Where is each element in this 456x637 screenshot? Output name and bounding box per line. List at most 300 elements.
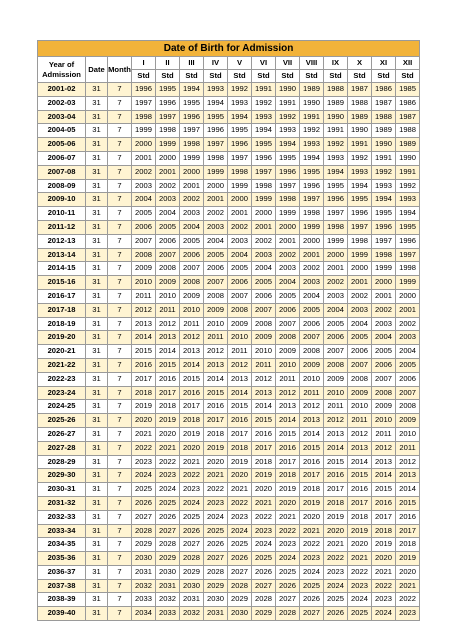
birth-year-cell: 2011: [372, 427, 396, 441]
date-cell: 31: [86, 400, 108, 414]
birth-year-cell: 1993: [204, 83, 228, 97]
table-row: [38, 193, 420, 207]
column-subheader-std: Std: [372, 70, 396, 83]
birth-year-cell: 2017: [228, 427, 252, 441]
month-cell: 7: [108, 483, 132, 497]
birth-year-cell: 2015: [300, 441, 324, 455]
admission-year-cell: 2030-31: [38, 483, 86, 497]
birth-year-cell: 2012: [228, 358, 252, 372]
birth-year-cell: 2010: [324, 386, 348, 400]
birth-year-cell: 1990: [324, 110, 348, 124]
date-cell: 31: [86, 414, 108, 428]
birth-year-cell: 2028: [228, 579, 252, 593]
birth-year-cell: 2023: [252, 524, 276, 538]
birth-year-cell: 2021: [204, 469, 228, 483]
birth-year-cell: 1999: [180, 151, 204, 165]
birth-year-cell: 2003: [228, 234, 252, 248]
birth-year-cell: 1999: [324, 234, 348, 248]
birth-year-cell: 2020: [300, 510, 324, 524]
birth-year-cell: 2002: [228, 220, 252, 234]
birth-year-cell: 2008: [156, 262, 180, 276]
birth-year-cell: 2023: [396, 607, 420, 621]
date-cell: 31: [86, 96, 108, 110]
birth-year-cell: 2018: [396, 538, 420, 552]
month-cell: 7: [108, 83, 132, 97]
birth-year-cell: 1989: [396, 138, 420, 152]
column-header-standard: IV: [204, 57, 228, 70]
table-row: [38, 220, 420, 234]
birth-year-cell: 2030: [204, 593, 228, 607]
table-row: [38, 83, 420, 97]
column-header-standard: V: [228, 57, 252, 70]
birth-year-cell: 2027: [204, 552, 228, 566]
birth-year-cell: 2016: [252, 427, 276, 441]
date-cell: 31: [86, 110, 108, 124]
birth-year-cell: 2020: [180, 441, 204, 455]
birth-year-cell: 2026: [180, 524, 204, 538]
birth-year-cell: 1997: [324, 207, 348, 221]
birth-year-cell: 2013: [228, 372, 252, 386]
birth-year-cell: 2024: [372, 607, 396, 621]
birth-year-cell: 1995: [156, 83, 180, 97]
birth-year-cell: 2026: [324, 607, 348, 621]
table-row: [38, 138, 420, 152]
birth-year-cell: 2005: [348, 331, 372, 345]
admission-year-cell: 2035-36: [38, 552, 86, 566]
birth-year-cell: 2000: [276, 220, 300, 234]
birth-year-cell: 2010: [252, 345, 276, 359]
birth-year-cell: 2033: [132, 593, 156, 607]
birth-year-cell: 2016: [348, 483, 372, 497]
birth-year-cell: 2029: [180, 565, 204, 579]
birth-year-cell: 1999: [156, 138, 180, 152]
birth-year-cell: 1990: [348, 124, 372, 138]
birth-year-cell: 2009: [252, 331, 276, 345]
birth-year-cell: 2013: [156, 331, 180, 345]
birth-year-cell: 1994: [276, 138, 300, 152]
birth-year-cell: 2004: [132, 193, 156, 207]
birth-year-cell: 2022: [252, 510, 276, 524]
birth-year-cell: 1998: [180, 138, 204, 152]
birth-year-cell: 2023: [228, 510, 252, 524]
birth-year-cell: 2011: [300, 386, 324, 400]
birth-year-cell: 2008: [252, 317, 276, 331]
birth-year-cell: 1995: [204, 110, 228, 124]
admission-year-cell: 2006-07: [38, 151, 86, 165]
birth-year-cell: 2013: [348, 441, 372, 455]
birth-year-cell: 2006: [228, 276, 252, 290]
birth-year-cell: 2018: [132, 386, 156, 400]
birth-year-cell: 1997: [372, 234, 396, 248]
birth-year-cell: 2000: [204, 179, 228, 193]
birth-year-cell: 1993: [228, 96, 252, 110]
month-cell: 7: [108, 372, 132, 386]
birth-year-cell: 2015: [348, 469, 372, 483]
birth-year-cell: 2001: [204, 193, 228, 207]
admission-year-cell: 2004-05: [38, 124, 86, 138]
birth-year-cell: 2018: [372, 524, 396, 538]
birth-year-cell: 2030: [180, 579, 204, 593]
birth-year-cell: 2019: [132, 400, 156, 414]
birth-year-cell: 1989: [324, 96, 348, 110]
birth-year-cell: 2018: [348, 510, 372, 524]
column-subheader-std: Std: [300, 70, 324, 83]
birth-year-cell: 1989: [300, 83, 324, 97]
birth-year-cell: 2004: [372, 331, 396, 345]
month-cell: 7: [108, 331, 132, 345]
birth-year-cell: 2019: [156, 414, 180, 428]
birth-year-cell: 2023: [324, 565, 348, 579]
birth-year-cell: 2001: [180, 179, 204, 193]
table-title: Date of Birth for Admission: [38, 41, 420, 57]
birth-year-cell: 2005: [324, 317, 348, 331]
month-cell: 7: [108, 441, 132, 455]
birth-year-cell: 2022: [300, 538, 324, 552]
admission-year-cell: 2009-10: [38, 193, 86, 207]
birth-year-cell: 2004: [300, 289, 324, 303]
admission-year-cell: 2031-32: [38, 496, 86, 510]
birth-year-cell: 2013: [300, 414, 324, 428]
month-cell: 7: [108, 552, 132, 566]
birth-year-cell: 2014: [204, 372, 228, 386]
birth-year-cell: 1999: [276, 207, 300, 221]
admission-year-cell: 2002-03: [38, 96, 86, 110]
birth-year-cell: 2000: [348, 262, 372, 276]
admission-year-cell: 2034-35: [38, 538, 86, 552]
birth-year-cell: 2019: [324, 510, 348, 524]
date-cell: 31: [86, 469, 108, 483]
birth-year-cell: 2011: [204, 331, 228, 345]
birth-year-cell: 2024: [228, 524, 252, 538]
table-row: [38, 262, 420, 276]
table-row: [38, 524, 420, 538]
column-subheader-std: Std: [276, 70, 300, 83]
birth-year-cell: 1991: [396, 165, 420, 179]
birth-year-cell: 2013: [180, 345, 204, 359]
birth-year-cell: 2002: [204, 207, 228, 221]
table-row: [38, 579, 420, 593]
birth-year-cell: 2012: [348, 427, 372, 441]
table-row: [38, 165, 420, 179]
birth-year-cell: 2020: [228, 469, 252, 483]
birth-year-cell: 2011: [396, 441, 420, 455]
table-row: [38, 303, 420, 317]
birth-year-cell: 2017: [132, 372, 156, 386]
column-header-standard: X: [348, 57, 372, 70]
birth-year-cell: 1990: [396, 151, 420, 165]
birth-year-cell: 1997: [300, 193, 324, 207]
birth-year-cell: 2022: [372, 579, 396, 593]
birth-year-cell: 2030: [228, 607, 252, 621]
birth-year-cell: 2028: [276, 607, 300, 621]
date-cell: 31: [86, 276, 108, 290]
birth-year-cell: 2021: [276, 510, 300, 524]
birth-year-cell: 2029: [204, 579, 228, 593]
birth-year-cell: 1992: [396, 179, 420, 193]
birth-year-cell: 2012: [372, 441, 396, 455]
birth-year-cell: 2008: [204, 289, 228, 303]
birth-year-cell: 2021: [132, 427, 156, 441]
date-cell: 31: [86, 248, 108, 262]
admission-year-cell: 2037-38: [38, 579, 86, 593]
birth-year-cell: 2000: [324, 248, 348, 262]
birth-year-cell: 1991: [252, 83, 276, 97]
birth-year-cell: 1995: [180, 96, 204, 110]
birth-year-cell: 1993: [300, 138, 324, 152]
birth-year-cell: 2021: [228, 483, 252, 497]
birth-year-cell: 2005: [132, 207, 156, 221]
month-cell: 7: [108, 303, 132, 317]
birth-year-cell: 2018: [228, 441, 252, 455]
birth-year-cell: 1992: [324, 138, 348, 152]
birth-year-cell: 2031: [180, 593, 204, 607]
date-cell: 31: [86, 455, 108, 469]
birth-year-cell: 2004: [396, 345, 420, 359]
birth-year-cell: 2007: [180, 262, 204, 276]
birth-year-cell: 2025: [204, 524, 228, 538]
birth-year-cell: 2008: [348, 372, 372, 386]
month-cell: 7: [108, 565, 132, 579]
birth-year-cell: 2025: [276, 565, 300, 579]
month-cell: 7: [108, 317, 132, 331]
birth-year-cell: 2003: [348, 303, 372, 317]
birth-year-cell: 2001: [396, 303, 420, 317]
birth-year-cell: 2016: [300, 455, 324, 469]
date-cell: 31: [86, 345, 108, 359]
admission-year-cell: 2019-20: [38, 331, 86, 345]
birth-year-cell: 2003: [204, 220, 228, 234]
birth-year-cell: 2009: [348, 386, 372, 400]
birth-year-cell: 2021: [180, 455, 204, 469]
birth-year-cell: 2008: [396, 400, 420, 414]
birth-year-cell: 2019: [228, 455, 252, 469]
birth-year-cell: 2019: [396, 552, 420, 566]
birth-year-cell: 2025: [252, 552, 276, 566]
date-cell: 31: [86, 524, 108, 538]
birth-year-cell: 2024: [156, 483, 180, 497]
birth-year-cell: 2003: [180, 207, 204, 221]
birth-year-cell: 2015: [132, 345, 156, 359]
birth-year-cell: 2003: [372, 317, 396, 331]
date-cell: 31: [86, 193, 108, 207]
admission-year-cell: 2016-17: [38, 289, 86, 303]
table-row: [38, 496, 420, 510]
admission-year-cell: 2018-19: [38, 317, 86, 331]
birth-year-cell: 2017: [252, 441, 276, 455]
birth-year-cell: 2029: [252, 607, 276, 621]
birth-year-cell: 2021: [156, 441, 180, 455]
birth-year-cell: 1996: [228, 138, 252, 152]
birth-year-cell: 2008: [180, 276, 204, 290]
birth-year-cell: 2026: [228, 552, 252, 566]
birth-year-cell: 2028: [180, 552, 204, 566]
birth-year-cell: 2020: [252, 483, 276, 497]
birth-year-cell: 2023: [156, 469, 180, 483]
birth-year-cell: 2022: [348, 565, 372, 579]
birth-year-cell: 2023: [372, 593, 396, 607]
birth-year-cell: 2021: [324, 538, 348, 552]
birth-year-cell: 1989: [348, 110, 372, 124]
birth-year-cell: 1992: [372, 165, 396, 179]
birth-year-cell: 1995: [300, 165, 324, 179]
birth-year-cell: 2002: [132, 165, 156, 179]
birth-year-cell: 2008: [324, 358, 348, 372]
birth-year-cell: 2012: [180, 331, 204, 345]
birth-year-cell: 2025: [300, 579, 324, 593]
birth-year-cell: 2003: [156, 193, 180, 207]
birth-year-cell: 2020: [276, 496, 300, 510]
admission-year-cell: 2038-39: [38, 593, 86, 607]
birth-year-cell: 1993: [324, 151, 348, 165]
birth-year-cell: 1998: [300, 207, 324, 221]
table-row: [38, 331, 420, 345]
month-cell: 7: [108, 165, 132, 179]
table-row: [38, 455, 420, 469]
birth-year-cell: 1994: [204, 96, 228, 110]
birth-year-cell: 1996: [396, 234, 420, 248]
birth-year-cell: 2001: [132, 151, 156, 165]
birth-year-cell: 2019: [372, 538, 396, 552]
birth-year-cell: 2018: [180, 414, 204, 428]
birth-year-cell: 2010: [228, 331, 252, 345]
birth-year-cell: 2021: [348, 552, 372, 566]
admission-year-cell: 2026-27: [38, 427, 86, 441]
table-row: [38, 96, 420, 110]
table-row: [38, 538, 420, 552]
birth-year-cell: 1999: [228, 179, 252, 193]
date-cell: 31: [86, 262, 108, 276]
birth-year-cell: 2017: [180, 400, 204, 414]
birth-year-cell: 2007: [228, 289, 252, 303]
birth-year-cell: 1998: [204, 151, 228, 165]
birth-year-cell: 2030: [156, 565, 180, 579]
birth-year-cell: 2019: [276, 483, 300, 497]
birth-year-cell: 2026: [132, 496, 156, 510]
birth-year-cell: 1988: [324, 83, 348, 97]
birth-year-cell: 1995: [324, 179, 348, 193]
date-cell: 31: [86, 317, 108, 331]
birth-year-cell: 2029: [132, 538, 156, 552]
birth-year-cell: 2008: [132, 248, 156, 262]
birth-year-cell: 1997: [180, 124, 204, 138]
column-subheader-std: Std: [324, 70, 348, 83]
birth-year-cell: 2017: [156, 386, 180, 400]
birth-year-cell: 2002: [180, 193, 204, 207]
birth-year-cell: 2008: [276, 331, 300, 345]
column-subheader-std: Std: [204, 70, 228, 83]
birth-year-cell: 2014: [276, 414, 300, 428]
birth-year-cell: 2007: [372, 372, 396, 386]
birth-year-cell: 2000: [180, 165, 204, 179]
table-row: [38, 345, 420, 359]
birth-year-cell: 2007: [324, 345, 348, 359]
admission-year-cell: 2022-23: [38, 372, 86, 386]
birth-year-cell: 1993: [348, 165, 372, 179]
birth-year-cell: 2011: [180, 317, 204, 331]
birth-year-cell: 1990: [300, 96, 324, 110]
date-cell: 31: [86, 331, 108, 345]
birth-year-cell: 2009: [324, 372, 348, 386]
admission-year-cell: 2005-06: [38, 138, 86, 152]
birth-year-cell: 1993: [276, 124, 300, 138]
column-header-standard: I: [132, 57, 156, 70]
birth-year-cell: 2009: [276, 345, 300, 359]
month-cell: 7: [108, 138, 132, 152]
birth-year-cell: 2000: [372, 276, 396, 290]
birth-year-cell: 2019: [180, 427, 204, 441]
birth-year-cell: 2027: [300, 607, 324, 621]
birth-year-cell: 2000: [252, 207, 276, 221]
month-cell: 7: [108, 427, 132, 441]
birth-year-cell: 1992: [348, 151, 372, 165]
birth-year-cell: 2010: [204, 317, 228, 331]
birth-year-cell: 1994: [252, 124, 276, 138]
column-subheader-std: Std: [228, 70, 252, 83]
birth-year-cell: 2016: [276, 441, 300, 455]
birth-year-cell: 2023: [348, 579, 372, 593]
birth-year-cell: 1997: [276, 179, 300, 193]
birth-year-cell: 2017: [372, 510, 396, 524]
birth-year-cell: 1995: [252, 138, 276, 152]
birth-year-cell: 1998: [372, 248, 396, 262]
date-cell: 31: [86, 386, 108, 400]
date-cell: 31: [86, 427, 108, 441]
column-header-month: Month: [108, 57, 132, 83]
birth-year-cell: 2008: [372, 386, 396, 400]
birth-year-cell: 2007: [252, 303, 276, 317]
birth-year-cell: 2026: [276, 579, 300, 593]
birth-year-cell: 2020: [372, 552, 396, 566]
birth-year-cell: 1997: [156, 110, 180, 124]
birth-year-cell: 2023: [276, 538, 300, 552]
month-cell: 7: [108, 386, 132, 400]
birth-year-cell: 2024: [252, 538, 276, 552]
date-cell: 31: [86, 220, 108, 234]
birth-year-cell: 2024: [180, 496, 204, 510]
birth-year-cell: 1998: [396, 262, 420, 276]
birth-year-cell: 2015: [156, 358, 180, 372]
birth-year-cell: 2022: [276, 524, 300, 538]
birth-year-cell: 2022: [228, 496, 252, 510]
birth-year-cell: 1992: [252, 96, 276, 110]
birth-year-cell: 2001: [372, 289, 396, 303]
date-cell: 31: [86, 483, 108, 497]
birth-year-cell: 2015: [324, 455, 348, 469]
month-cell: 7: [108, 124, 132, 138]
birth-year-cell: 2027: [132, 510, 156, 524]
month-cell: 7: [108, 345, 132, 359]
month-cell: 7: [108, 276, 132, 290]
birth-year-cell: 1999: [348, 248, 372, 262]
column-subheader-std: Std: [132, 70, 156, 83]
birth-year-cell: 2024: [324, 579, 348, 593]
column-header-standard: VI: [252, 57, 276, 70]
birth-year-cell: 2006: [276, 303, 300, 317]
birth-year-cell: 2034: [132, 607, 156, 621]
birth-year-cell: 2011: [252, 358, 276, 372]
birth-year-cell: 2015: [252, 414, 276, 428]
table-row: [38, 151, 420, 165]
birth-year-cell: 2004: [324, 303, 348, 317]
table-row: [38, 248, 420, 262]
month-cell: 7: [108, 234, 132, 248]
column-header-date: Date: [86, 57, 108, 83]
birth-year-cell: 2018: [276, 469, 300, 483]
birth-year-cell: 2014: [156, 345, 180, 359]
birth-year-cell: 2007: [156, 248, 180, 262]
birth-year-cell: 1989: [372, 124, 396, 138]
birth-year-cell: 2027: [156, 524, 180, 538]
